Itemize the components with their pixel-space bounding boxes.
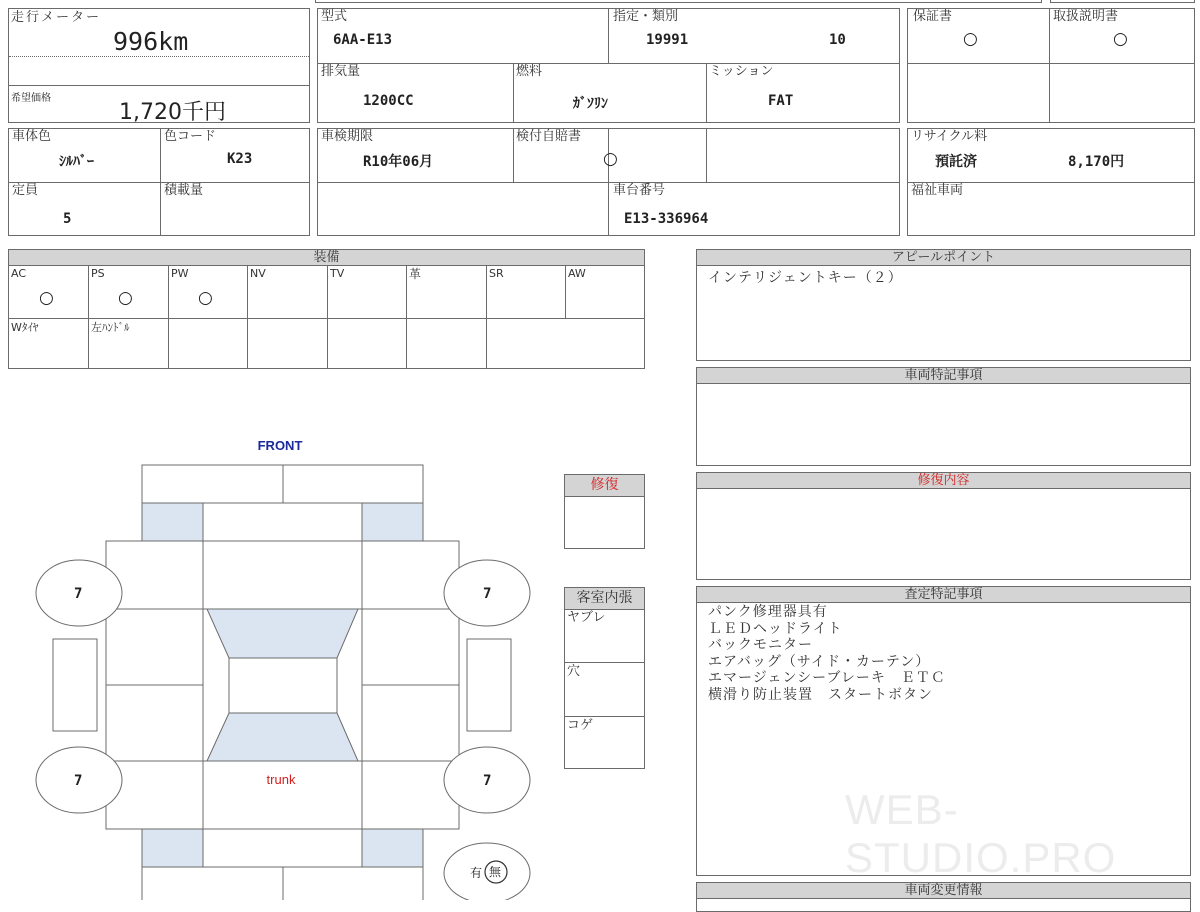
- equip-aw-label: AW: [568, 267, 586, 280]
- trunk-label: trunk: [266, 772, 296, 787]
- transmission-value: FAT: [768, 93, 794, 109]
- equip-lhd-label: 左ﾊﾝﾄﾞﾙ: [91, 321, 130, 334]
- inspection-label: 車検期限: [321, 129, 374, 144]
- model-value: 6AA-E13: [333, 32, 393, 48]
- price-value: 1,720千円: [119, 100, 226, 125]
- right-rear-door: [362, 685, 459, 761]
- front-bumper-left: [142, 465, 283, 503]
- equip-ps-value: ○: [118, 288, 133, 308]
- assessment-line: バックモニター: [708, 637, 813, 653]
- mileage-price-box: [8, 8, 310, 123]
- watermark: WEB-STUDIO.PRO: [845, 786, 1117, 881]
- fuel-value: ｶﾞｿﾘﾝ: [573, 96, 608, 112]
- vehicle-notes-title: 車両特記事項: [697, 368, 1190, 384]
- interior-box-title: 客室内張: [565, 588, 644, 610]
- interior-hole-label: 穴: [567, 664, 581, 679]
- color-code-value: K23: [227, 151, 253, 167]
- tire-rr-value: 7: [483, 773, 492, 789]
- roof: [229, 658, 337, 713]
- equip-tv-label: TV: [330, 267, 345, 280]
- color-capacity-box: [8, 128, 310, 236]
- repair-details-box: [696, 472, 1191, 580]
- warranty-value: ○: [963, 29, 978, 49]
- front-windshield: [207, 609, 358, 658]
- chassis-label: 車台番号: [613, 183, 666, 198]
- rear-bumper-left: [142, 867, 283, 900]
- front-right-corner: [362, 503, 423, 541]
- spare-tire: [444, 843, 530, 900]
- spec-box: [317, 8, 900, 123]
- equipment-title: 装備: [9, 250, 644, 266]
- color-code-label: 色コード: [164, 129, 217, 144]
- warranty-label: 保証書: [913, 9, 953, 24]
- displacement-value: 1200CC: [363, 93, 414, 109]
- interior-burn-label: コゲ: [567, 718, 594, 733]
- hood: [203, 541, 362, 609]
- top-strip-fragment-right: [1050, 0, 1195, 3]
- equip-leather-label: 革: [409, 267, 422, 281]
- insurance-value: ○: [603, 149, 618, 169]
- assessment-line: エマージェンシーブレーキ ＥＴＣ: [708, 670, 946, 686]
- left-rear-door: [106, 685, 203, 761]
- rear-lower: [203, 829, 362, 867]
- assessment-notes-list: [708, 604, 946, 703]
- spare-yes-label: 有: [470, 866, 483, 880]
- fuel-label: 燃料: [516, 64, 543, 79]
- tire-fl-value: 7: [74, 586, 83, 602]
- equip-ac-label: AC: [11, 267, 27, 280]
- capacity-value: 5: [63, 211, 72, 227]
- equip-nv-label: NV: [250, 267, 266, 280]
- category-value: 10: [829, 32, 846, 48]
- inspection-chassis-box: [317, 128, 900, 236]
- left-front-door: [106, 609, 203, 685]
- assessment-line: 横滑り防止装置 スタートボタン: [708, 686, 933, 703]
- rear-windshield: [207, 713, 358, 761]
- equip-ac-value: ○: [39, 288, 54, 308]
- recycle-welfare-box: [907, 128, 1195, 236]
- appeal-point-box: [696, 249, 1191, 361]
- interior-tear-label: ヤブレ: [567, 610, 606, 625]
- front-bumper-right: [283, 465, 423, 503]
- hood-top: [203, 503, 362, 541]
- equip-pw-value: ○: [198, 288, 213, 308]
- manual-value: ○: [1113, 29, 1128, 49]
- appeal-point-title: アピールポイント: [697, 250, 1190, 266]
- welfare-label: 福祉車両: [911, 183, 964, 198]
- recycle-status: 預託済: [935, 154, 977, 170]
- documents-box: [907, 8, 1195, 123]
- right-quarter: [362, 761, 459, 829]
- top-strip-fragment: [315, 0, 1042, 3]
- rear-bumper-right: [283, 867, 423, 900]
- equip-sr-label: SR: [489, 267, 504, 280]
- capacity-label: 定員: [12, 183, 39, 198]
- repair-details-title: 修復内容: [697, 473, 1190, 489]
- designation-label: 指定・類別: [613, 9, 679, 24]
- model-label: 型式: [321, 9, 348, 24]
- assessment-line: エアバッグ（サイド・カーテン）: [708, 653, 931, 670]
- color-value: ｼﾙﾊﾞｰ: [59, 154, 94, 170]
- left-mirror: [53, 639, 97, 731]
- repair-box-title: 修復: [565, 475, 644, 497]
- rear-right-corner: [362, 829, 423, 867]
- load-label: 積載量: [164, 183, 204, 198]
- change-info-box: [696, 882, 1191, 912]
- inspection-value: R10年06月: [363, 154, 434, 170]
- mileage-label: 走行メーター: [11, 10, 102, 25]
- change-info-title: 車両変更情報: [697, 883, 1190, 899]
- assessment-notes-title: 査定特記事項: [697, 587, 1190, 603]
- spare-no-label: 無: [489, 865, 502, 879]
- equip-pw-label: PW: [171, 267, 189, 280]
- designation-value: 19991: [646, 32, 689, 48]
- manual-label: 取扱説明書: [1053, 9, 1119, 24]
- chassis-value: E13-336964: [624, 211, 709, 227]
- rear-left-corner: [142, 829, 203, 867]
- appeal-point-text: インテリジェントキー（２）: [708, 270, 903, 286]
- interior-box: [564, 587, 645, 769]
- car-damage-diagram: [0, 430, 560, 900]
- right-mirror: [467, 639, 511, 731]
- body-panels: [36, 465, 530, 900]
- repair-box: [564, 474, 645, 549]
- vehicle-notes-box: [696, 367, 1191, 466]
- tire-fr-value: 7: [483, 586, 492, 602]
- price-label: 希望価格: [11, 93, 51, 104]
- recycle-value: 8,170円: [1068, 154, 1125, 170]
- equip-wtire-label: Wﾀｲﾔ: [11, 321, 39, 334]
- tire-rl-value: 7: [74, 773, 83, 789]
- assessment-line: ＬＥＤヘッドライト: [708, 620, 843, 637]
- assessment-line: パンク修理器具有: [708, 604, 828, 620]
- front-label: FRONT: [257, 438, 303, 453]
- right-front-door: [362, 609, 459, 685]
- recycle-label: リサイクル料: [911, 129, 988, 144]
- equip-ps-label: PS: [91, 267, 105, 280]
- color-label: 車体色: [12, 129, 52, 144]
- front-left-corner: [142, 503, 203, 541]
- displacement-label: 排気量: [321, 64, 361, 79]
- transmission-label: ミッション: [709, 64, 774, 79]
- mileage-value: 996km: [113, 27, 189, 56]
- insurance-label: 検付自賠書: [516, 129, 582, 144]
- equipment-table: [8, 249, 645, 369]
